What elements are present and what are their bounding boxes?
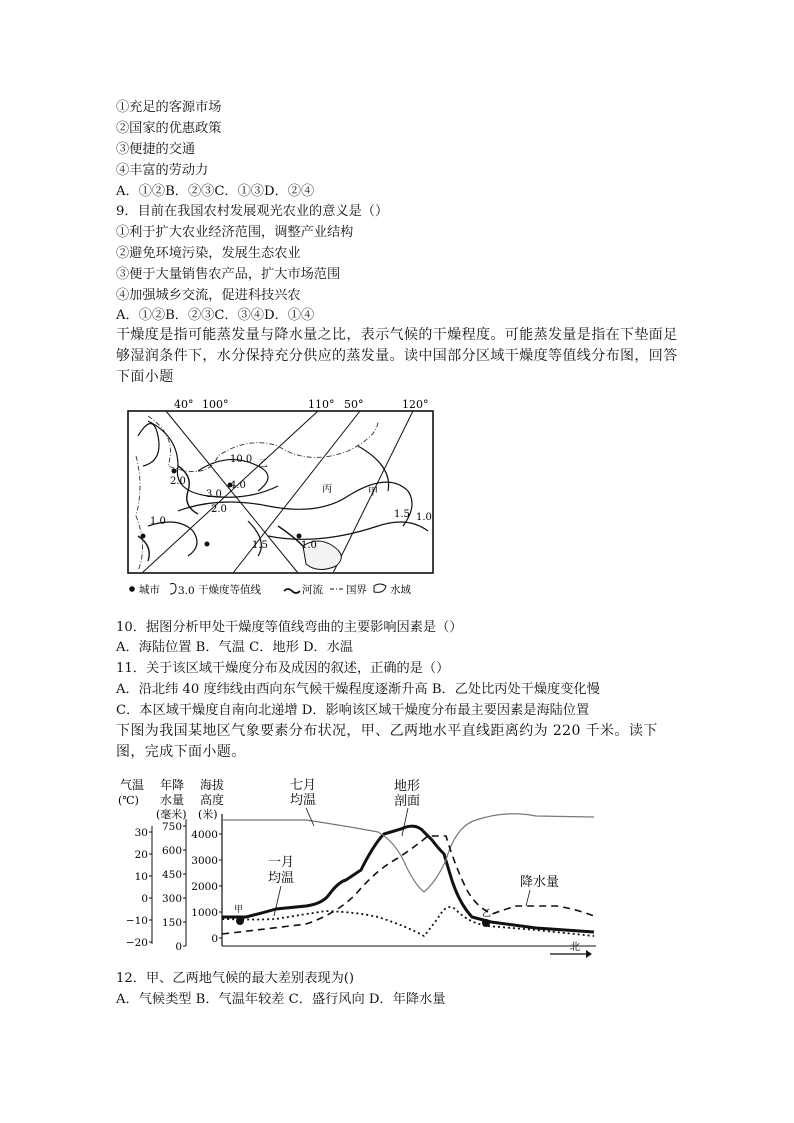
q8-option-4: ④丰富的劳动力: [116, 163, 209, 178]
map-iso-label: 3.0: [206, 489, 222, 500]
legend-river: 河流: [302, 584, 323, 596]
q8-option-2: ②国家的优惠政策: [116, 121, 222, 136]
q8-option-1: ①充足的客源市场: [116, 100, 222, 115]
map-lon-label: 120°: [402, 398, 429, 411]
dryness-isoline-map: [118, 396, 444, 601]
precip-tick: 150: [161, 917, 182, 929]
map-lon-label: 110°: [308, 398, 335, 411]
alt-axis-title-2: 高度: [200, 793, 225, 807]
map-iso-label: 1.0: [301, 540, 317, 551]
map-iso-label: 10.0: [230, 454, 253, 465]
alt-tick: 4000: [191, 829, 218, 841]
q9-item-4: ④加强城乡交流，促进科技兴农: [116, 288, 301, 303]
q9-item-1: ①利于扩大农业经济范围，调整产业结构: [116, 225, 354, 240]
q11-options-ab: A．沿北纬 40 度纬线由西向东气候干燥程度逐渐升高 B．乙处比丙处干燥度变化慢: [116, 682, 600, 697]
legend-water: 水域: [390, 584, 411, 596]
precip-axis-title-1: 年降: [160, 778, 185, 792]
alt-axis-unit: (米): [198, 808, 218, 821]
label-july-2: 均温: [290, 793, 317, 808]
q9-answer-choices: A．①②B．②③C．③④D．①④: [116, 308, 315, 323]
map-iso-label: 1.0: [150, 516, 166, 527]
map-iso-label: 1.5: [394, 509, 410, 520]
label-july-1: 七月: [290, 778, 317, 793]
q12-options: A．气候类型 B．气温年较差 C．盛行风向 D．年降水量: [116, 992, 446, 1007]
q12-stem: 12．甲、乙两地气候的最大差别表现为(): [116, 971, 355, 986]
q8-option-3: ③便捷的交通: [116, 142, 196, 157]
precip-tick: 600: [161, 845, 182, 857]
map-iso-label: 丙: [322, 484, 332, 495]
legend-isoline: 干燥度等值线: [198, 584, 261, 596]
legend-city: 城市: [139, 584, 160, 596]
alt-tick: 1000: [191, 907, 218, 919]
temp-axis-title: 气温: [120, 778, 145, 792]
passage-meteorology: 下图为我国某地区气象要素分布状况，甲、乙两地水平直线距离约为 220 千米。读下图，完成下面小题。: [116, 723, 658, 760]
point-yi: 乙: [482, 909, 492, 919]
precip-tick: 450: [161, 869, 182, 881]
q8-answer-choices: A．①②B．②③C．①③D．②④: [116, 184, 315, 199]
label-jan-1: 一月: [268, 855, 295, 870]
alt-tick: 2000: [191, 881, 218, 893]
map-lon-label: 100°: [202, 398, 229, 411]
north-label: 北: [570, 942, 580, 953]
alt-tick: 3000: [191, 855, 218, 867]
q9-stem: 9．目前在我国农村发展观光农业的意义是（）: [116, 204, 389, 219]
label-precip: 降水量: [520, 875, 560, 890]
precip-tick: 0: [175, 941, 182, 953]
meteorology-profile-chart: [116, 774, 606, 960]
q10-options: A．海陆位置 B．气温 C．地形 D．水温: [116, 640, 354, 655]
point-jia: 甲: [234, 905, 244, 915]
map-iso-label: 2.0: [211, 504, 227, 515]
map-iso-label: 1.5: [252, 540, 268, 551]
label-terrain-2: 剖面: [394, 794, 421, 809]
alt-axis-title-1: 海拔: [200, 778, 225, 792]
map-iso-label: 甲: [368, 487, 378, 498]
temp-tick: 20: [134, 849, 148, 861]
map-iso-label: 1.0: [416, 512, 432, 523]
label-jan-2: 均温: [268, 871, 295, 886]
q10-stem: 10．据图分析甲处干燥度等值线弯曲的主要影响因素是（）: [116, 620, 463, 635]
precip-axis-title-2: 水量: [160, 793, 185, 807]
temp-axis-unit: (℃): [118, 794, 139, 807]
passage-dryness: 干燥度是指可能蒸发量与降水量之比，表示气候的干燥程度。可能蒸发量是指在下垫面足够湿润条件下，水分保持充分供应的蒸发量。读中国部分区域干燥度等值线分布图，回答下面小题: [116, 327, 678, 385]
temp-tick: 30: [134, 827, 148, 839]
q11-options-cd: C．本区域干燥度自南向北递增 D．影响该区域干燥度分布最主要因素是海陆位置: [116, 703, 590, 718]
legend-isoline-value: 3.0: [178, 585, 195, 597]
temp-tick: 10: [134, 871, 148, 883]
temp-tick: −10: [125, 915, 148, 927]
map-lon-label: 40°: [174, 398, 194, 411]
legend-border: 国界: [346, 584, 367, 596]
map-iso-label: 2.0: [170, 476, 186, 487]
temp-tick: 0: [141, 893, 148, 905]
map-lon-label: 50°: [344, 398, 364, 411]
alt-tick: 0: [211, 933, 218, 945]
precip-axis-unit: (毫米): [156, 808, 187, 821]
precip-tick: 750: [161, 821, 182, 833]
q9-item-2: ②避免环境污染，发展生态农业: [116, 246, 301, 261]
label-terrain-1: 地形: [394, 779, 421, 794]
q9-item-3: ③便于大量销售农产品，扩大市场范围: [116, 267, 341, 282]
temp-tick: −20: [125, 937, 148, 949]
q11-stem: 11．关于该区域干燥度分布及成因的叙述，正确的是（）: [116, 661, 450, 676]
precip-tick: 300: [161, 893, 182, 905]
map-iso-label: 4.0: [230, 480, 246, 491]
map-iso-label: 乙: [258, 459, 268, 470]
